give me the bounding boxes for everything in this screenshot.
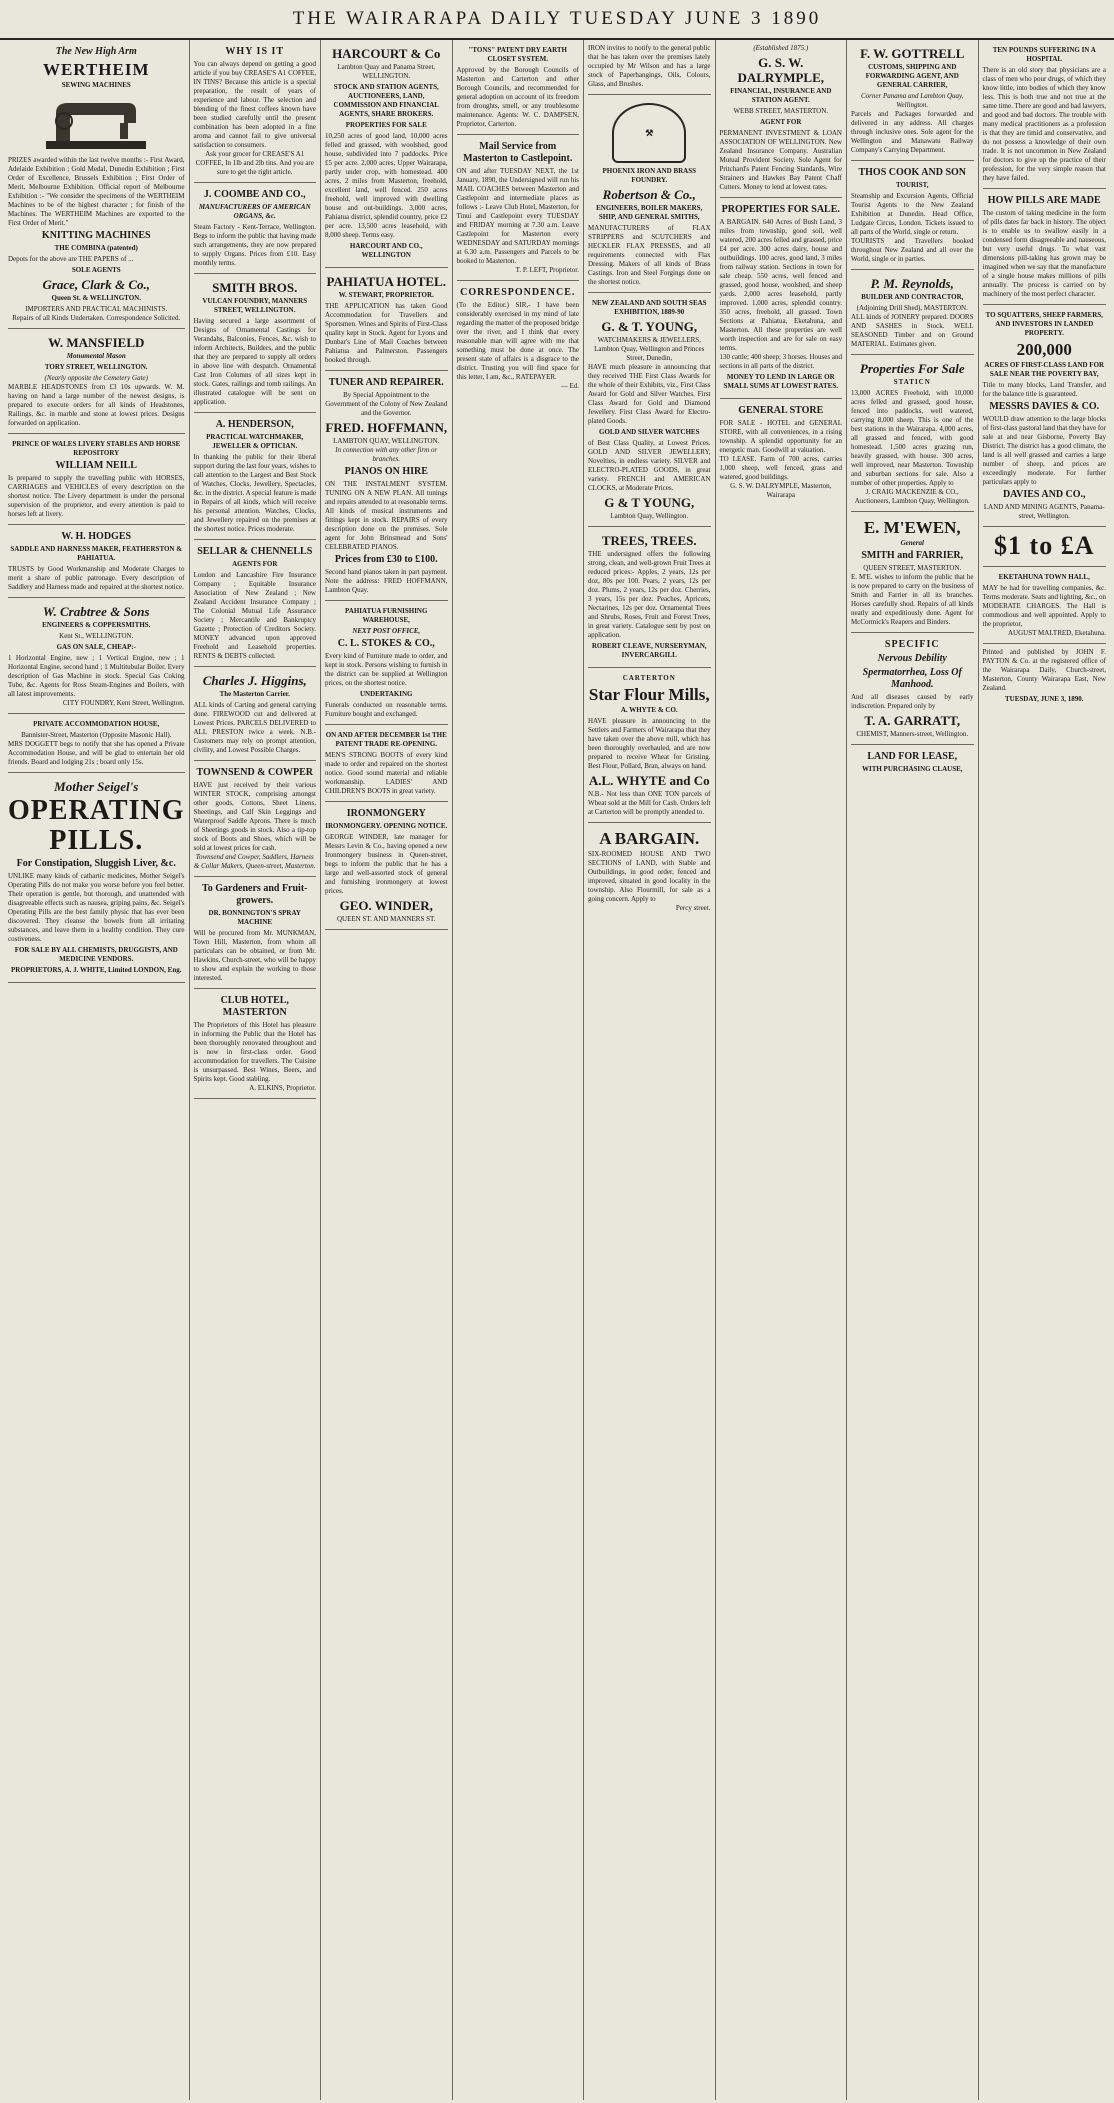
article-body: The custom of taking medicine in the form of pills dates far back in history. The object is to enable us to swallow easily in a condensed form disagreeable and nauseous, but very useful drugs. To what vast dimensions pill-taking has grown may be imagined when we say that the manufacture of a single house makes millions of pills annually. The process is carried on by machinery of the most perfect character.: [982, 209, 1106, 298]
ad-footer: Ask your grocer for CREASE'S A1 COFFEE, In 1lb and 2lb tins. And you are sure to get the right article.: [195, 150, 314, 176]
ad-thos-cook: [851, 161, 974, 270]
ad-brand: MESSRS DAVIES & CO.: [989, 401, 1100, 412]
ad-body: HAVE just received by their various WINTER STOCK, comprising amongst other goods, Cottons, Sheet Linens, Sheetings, and Calf Skin Leggings and Waterproof Saddle Aprons. There is much of Sheetings goods in stock. Also a tip-top stock of Boots and Shoes, which will be sold at lowest prices for cash.: [193, 781, 316, 852]
ad-harcourt: [325, 40, 448, 268]
ad-body: MARBLE HEADSTONES from £3 10s upwards. W. M. having on hand a large number of the newest designs, is prepared to execute orders for all kinds of Headstones, Railings, &c. in marble and stone at lowest prices. Designs forwarded on application.: [8, 383, 185, 427]
ad-properties: [720, 198, 843, 399]
ad-higgins: [194, 667, 317, 761]
ad-body: Repairs of all Kinds Undertaken. Correspondence Solicited.: [12, 314, 181, 322]
ad-subheading: THE COMBINA (patented): [54, 244, 138, 252]
ad-place: Corner Panama and Lambton Quay, Wellington.: [861, 92, 964, 109]
sewing-machine-icon: [36, 93, 156, 153]
ad-subheading: General: [900, 539, 924, 547]
column-2: [190, 40, 322, 2100]
ad-subheading: DR. BONNINGTON'S SPRAY MACHINE: [208, 909, 301, 926]
ad-brand: SMITH BROS.: [212, 280, 298, 295]
ad-subheading: SADDLE AND HARNESS MAKER, FEATHERSTON & PAHIATUA.: [10, 545, 183, 562]
ad-place: Lambton Quay and Panama Street, WELLINGTON.: [337, 63, 436, 80]
ad-heading: ON AND AFTER DECEMBER 1st THE PATENT TRADE RE-OPENING.: [325, 731, 447, 748]
ad-footer: T. P. LEFT, Proprietor.: [515, 266, 579, 274]
ad-brand: DAVIES AND CO.,: [1002, 489, 1086, 500]
ad-body: WOULD draw attention to the large blocks of first-class pastoral land that they have for sale at and near Gisborne, Poverty Bay District. The district has a good climate, the land is all well grassed and carries a large number of sheep, and prices are exceedingly moderate. For further particulars apply to: [982, 415, 1106, 486]
ad-place: Kent St., WELLINGTON.: [59, 632, 134, 640]
ad-body: TRUSTS by Good Workmanship and Moderate Charges to merit a share of public patronage. Every description of Saddlery and Harness made and repaired at the shortest notice.: [8, 565, 185, 591]
ad-hodges: [8, 525, 185, 598]
ad-body: MRS DOGGETT begs to notify that she has opened a Private Accommodation House, and will be glad to entertain her old friends. Board and lodging 21s ; board only 15s.: [8, 740, 185, 766]
ad-young: [588, 293, 711, 527]
ad-footer: PROPRIETORS, A. J. WHITE, Limited LONDON, Eng.: [11, 966, 182, 974]
ad-footer: G. S. W. DALRYMPLE, Masterton, Wairarapa: [730, 482, 832, 499]
ad-body: MEN'S STRONG BOOTS of every kind made to order and repaired on the shortest notice. Good sound material and reliable workmanship. LADIES' AND CHILDREN'S BOOTS in great variety.: [325, 751, 448, 795]
ad-heading: LAND FOR LEASE,: [867, 751, 958, 762]
imprint: [983, 644, 1107, 711]
ad-dalrymple: [720, 40, 843, 198]
column-1: [4, 40, 190, 2100]
masthead-title: THE WAIRARAPA DAILY TUESDAY JUNE 3 1890: [0, 0, 1114, 40]
column-5: [584, 40, 716, 2100]
ad-place: QUEEN STREET, MASTERTON.: [863, 564, 962, 572]
ad-brand: Charles J. Higgins,: [202, 673, 307, 688]
ad-body: E. M'E. wishes to inform the public that he is now prepared to carry on the business of Smith and Farrier in all its branches. Horses carefully shod. Repairs of all kinds neatly and expeditiously done. Agent for McCormick's Reapers and Binders.: [851, 573, 974, 626]
ad-heading: NEW ZEALAND AND SOUTH SEAS EXHIBITION, 1889-90: [591, 299, 707, 316]
ad-footer: QUEEN ST. AND MANNERS ST.: [336, 915, 436, 923]
article-body: (To the Editor.) SIR,- I have been considerably exercised in my mind of late regarding the matter of the proposed bridge over the river, and I think that every reasonable man will agree with me that something must be done at once. The present state of affairs is a disgrace to the district. Trusting you will find space for this letter, I am, &c., RATEPAYER.: [456, 301, 579, 381]
ad-heading: PRIVATE ACCOMMODATION HOUSE,: [33, 720, 160, 728]
ad-brand: A.L. WHYTE and Co: [588, 773, 710, 788]
ad-body: Depots for the above are THE PAPERS of ...: [8, 255, 134, 263]
ad-body: PRIZES awarded within the last twelve months :- First Award, Adelaide Exhibition ; Gold Medal, Dunedin Exhibition ; First Order of Excellence, Brussels Exhibition ; First Order of Merit, Melbourne Exhibition. Official report of Melbourne Exhibition :- "We consider the specimens of the WERTHEIM Machines to be of the highest character ; for finish of the Machines. The WERTHEIM Machines are exported to the First Order of Merit.": [8, 156, 185, 227]
ad-body: of Best Class Quality, at Lowest Prices. GOLD AND SILVER JEWELLERY, Novelties, in endless variety. SILVER and ELECTRO-PLATED GOODS, in great variety. FRENCH and AMERICAN CLOCKS, at Moderate Prices.: [588, 439, 711, 492]
ad-body: FOR SALE - HOTEL and GENERAL STORE, with all conveniences, in a rising township. A splendid opportunity for an energetic man. Goodwill at valuation.: [719, 419, 842, 454]
ad-body: ALL kinds of Carting and general carrying done. FIREWOOD cut and delivered at Lowest Prices. PARCELS DELIVERED to ALL PRESTON twice a week. N.B.- Customers may rely on prompt attention, civility, and Lowest Possible Charges.: [193, 701, 316, 754]
ad-wertheim: [8, 40, 185, 329]
ad-gottrell: [851, 40, 974, 161]
ad-footer: Townsend and Cowper, Saddlers, Harness & Collar Makers, Queen-street, Masterton.: [193, 853, 316, 870]
ad-place: LAND AND MINING AGENTS, Panama-street, Wellington.: [983, 503, 1105, 520]
ad-brand: F. W. GOTTRELL: [860, 46, 965, 61]
ad-brand: SELLAR & CHENNELLS: [197, 546, 313, 557]
ad-note: (Nearly opposite the Cemetery Gate): [44, 374, 148, 382]
ad-subheading: ACRES OF FIRST-CLASS LAND FOR SALE NEAR THE POVERTY BAY,: [984, 361, 1105, 378]
ad-body: ALL kinds of JOINERY prepared. DOORS AND SASHES in Stock. WELL SEASONED Timber and on Ground MATERIAL. Estimates given.: [851, 313, 974, 348]
ad-body: GEORGE WINDER, late manager for Messrs Levin & Co., having opened a new Ironmongery business in Queen-street, begs to inform the public that he has a large and well-assorted stock of general and furnishing ironmongery at lowest prices.: [325, 833, 448, 895]
ad-brand: G. & T. YOUNG,: [601, 319, 698, 334]
ad-body: Every kind of Furniture made to order, and kept in stock. Persons wishing to furnish in the district can be supplied at Wellington prices, on the shortest notice.: [325, 652, 448, 687]
ad-subheading: SOLE AGENTS: [71, 266, 121, 274]
article-body: There is an old story that physicians are a class of men who pour drugs, of which they know little, into bodies of which they know less. This is both true and not true at the same time. There are good and bad lawyers, and good and bad doctors. The trouble with many medical practitioners as a profession is that they are timid and conservative, and do not possess a knowledge of their own trade. It is not uncommon in New Zealand for doctors to give up the practice of their profession, for the very simple reason that they have failed.: [982, 66, 1106, 182]
ad-bargain: [588, 823, 711, 918]
ad-iron-notice: [588, 40, 711, 95]
ad-subheading: STOCK AND STATION AGENTS, AUCTIONEERS, LAND, COMMISSION AND FINANCIAL AGENTS, SHARE BROKERS.: [333, 83, 439, 118]
ad-crease-coffee: [194, 40, 317, 183]
ad-note: (Established 1875.): [753, 44, 809, 52]
ad-heading: IRONMONGERY: [346, 808, 426, 819]
ad-footer: ROBERT CLEAVE, NURSERYMAN, INVERCARGILL: [591, 642, 707, 659]
ad-subheading: WATCHMAKERS & JEWELLERS, Lambton Quay, Wellington and Princes Street, Dunedin,: [594, 336, 705, 362]
ad-subheading: SEWING MACHINES: [61, 81, 131, 89]
ad-townsend: [194, 761, 317, 877]
ad-footer: J. CRAIG MACKENZIE & CO., Auctioneers, Lambton Quay, Wellington.: [854, 488, 970, 505]
ad-heading: CLUB HOTEL, MASTERTON: [220, 995, 289, 1018]
ad-brand: Grace, Clark & Co.,: [42, 277, 151, 292]
ad-subheading: Nervous Debility: [877, 653, 947, 664]
ad-subheading: IRONMONGERY. OPENING NOTICE.: [325, 822, 448, 830]
ad-star-mills: [588, 668, 711, 823]
ad-place: CHEMIST, Manners-street, Wellington.: [856, 730, 969, 738]
ad-heading: MONEY TO LEND IN LARGE OR SMALL SUMS AT LOWEST RATES.: [723, 373, 838, 390]
ad-place: TORY STREET, WELLINGTON.: [44, 363, 148, 371]
ad-subheading: STATICN: [893, 378, 931, 386]
ad-stokes: [325, 601, 448, 725]
ad-garratt: [851, 633, 974, 745]
ad-mail-service: [457, 135, 580, 281]
ad-heading: GENERAL STORE: [738, 405, 824, 416]
ad-body: IMPORTERS AND PRACTICAL MACHINISTS.: [25, 305, 168, 313]
ad-subheading: AGENTS FOR: [232, 560, 278, 568]
ad-heading: Mail Service from Masterton to Castlepoint.: [463, 141, 573, 164]
ad-subheading: TOURIST,: [895, 181, 929, 189]
ad-place: Queen St. & WELLINGTON.: [51, 294, 141, 302]
ad-body: Second hand pianos taken in part payment. Note the address: FRED HOFFMANN, Lambton Quay.: [325, 568, 448, 594]
ad-spray-machine: [194, 877, 317, 989]
ad-brand: GEO. WINDER,: [339, 898, 433, 913]
ad-heading: GOLD AND SILVER WATCHES: [599, 428, 700, 436]
ad-heading: TUNER AND REPAIRER.: [328, 377, 444, 388]
ad-footer: HARCOURT AND CO., WELLINGTON: [349, 242, 423, 259]
ad-hoffmann: [325, 371, 448, 601]
ad-brand: TOWNSEND & COWPER: [196, 767, 313, 778]
ad-subheading: WITH PURCHASING CLAUSE,: [861, 765, 963, 773]
ad-robertson: [588, 95, 711, 293]
ad-land-lease: [851, 745, 974, 781]
ad-brand: W. MANSFIELD: [48, 335, 145, 350]
ad-subheading: BUILDER AND CONTRACTOR,: [861, 293, 964, 301]
ad-body: ON THE INSTALMENT SYSTEM. TUNING ON A NEW PLAN. All tunings and repairs attended to at reasonable terms. All kinds of musical instruments and fittings kept in stock. REPAIRS of every description done on the premises. Sole agent for John Brinsmead and Sons' CELEBRATED PIANOS.: [325, 480, 448, 551]
ad-brand: HARCOURT & Co: [332, 46, 441, 61]
ad-body: IRON invites to notify to the general public that he has taken over the premises lately occupied by Mr Wilson and has a large stock of Paperhangings, Oils, Colours, Glass, and Brushes.: [588, 44, 711, 88]
ad-heading: TREES, TREES.: [601, 533, 697, 548]
ad-body: Will be procured from Mr. MUNKMAN, Town Hill, Masterton, from whom all particulars can be obtained, or from Mr. Hawkins, Church-street, who will be happy to show and explain the working to those interested.: [193, 929, 316, 982]
ad-subheading: W. STEWART, PROPRIETOR.: [338, 291, 434, 299]
ad-earth-closet: [457, 40, 580, 135]
correspondence-section: [457, 281, 580, 396]
ad-subheading: MANUFACTURERS OF AMERICAN ORGANS, &c.: [198, 203, 311, 220]
ad-livery: [8, 434, 185, 525]
ad-mewen: [851, 512, 974, 633]
ad-brand: FRED. HOFFMANN,: [325, 420, 448, 435]
ad-body: London and Lancashire Fire Insurance Company ; Equitable Insurance Association of New Zealand ; New Zealand Accident Insurance Company ; The Colonial Mutual Life Assurance Society ; Mercantile and Bankruptcy Gazette ; Protection of Creditors Society. MONEY advanced upon approved Freehold and Leasehold properties. RENTS & DEBTS collected.: [193, 571, 316, 660]
ad-pahiatua-hotel: [325, 268, 448, 371]
ad-subheading: VULCAN FOUNDRY, MANNERS STREET, WELLINGTON.: [202, 297, 308, 314]
ad-subheading: NEXT POST OFFICE,: [352, 627, 421, 635]
ad-body: Is prepared to supply the travelling public with HORSES, CARRIAGES and VEHICLES of every description on the shortest notice. The Livery department is under the personal supervision of the proprietor, and every attention is paid to horses left at livery.: [8, 474, 185, 518]
ad-coombe: [194, 183, 317, 274]
ad-body: THE undersigned offers the following strong, clean, and well-grown Fruit Trees at reduced prices:- Apples, 2 years, 12s per doz, 80s per 100. Pears, 2 years, 12s per doz. Plums, 2 years, 12s per doz. Cherries, 3 years, 15s per doz. Peaches, Apricots, Nectarines, 12s per doz. Ornamental Trees and Shrubs, Roses, Fruit and Forest Trees, in great variety. Catalogue sent by post on application.: [588, 550, 711, 639]
ad-subheading: A. WHYTE & CO.: [620, 706, 678, 714]
ad-subheading: AGENT FOR: [760, 118, 802, 126]
ad-subheading: UNDERTAKING: [359, 690, 413, 698]
ad-body: THE APPLICATION has taken Good Accommodation for Travellers and Sportsmen. Wines and Spirits of First-Class quality kept in Stock. Agent for Lyons and Dunbar's Line of Mail Coaches between Pahiatua and Palmerston. Passengers booked through.: [325, 302, 448, 364]
ad-body: 13,000 ACRES Freehold, with 10,000 acres felled and grassed, good house, fenced into paddocks, well watered, carrying 8,000 sheep. This is one of the best stations in the Wairarapa. 4,000 acres, all grassed and fenced, with good homestead. 1,500 acres grazing run, heavily grassed, with house. 300 acres, well improved, near Masterton. Township and suburban sections for sale. Also a number of other properties. Apply to: [851, 389, 974, 487]
ad-heading: EKETAHUNA TOWN HALL,: [998, 573, 1090, 581]
ad-body: In connection with any other firm or branches.: [335, 446, 438, 463]
ad-heading: The New High Arm: [55, 46, 137, 57]
ad-big-heading: OPERATING PILLS.: [8, 795, 185, 856]
ad-subheading: For Constipation, Sluggish Liver, &c.: [16, 858, 176, 869]
ad-body: 130 cattle; 400 sheep; 3 horses. Houses and sections in all parts of the district.: [719, 353, 842, 370]
ad-body: MANUFACTURERS of FLAX STRIPPERS and SCUTCHERS and HECKLER FLAX PRESSES, and all requirements connected with Flax Dressing. Makers of all kinds of Brass Castings. Iron and Steel Forgings done on the shortest notice.: [588, 224, 711, 286]
ad-general-store: [720, 399, 843, 505]
ad-seigel: [8, 773, 185, 983]
ad-body: A BARGAIN. 640 Acres of Bush Land, 3 miles from township, good soil, well watered, 200 acres felled and grassed, price £4 per acre. 300 acres dairy, house and outbuildings. 100 acres, good land, 3 miles from railway station. Sections in town for sale cheap. 550 acres, well fenced and grassed, good house, woolshed, and sheep yards. 2,000 acres leasehold, partly improved. 1,000 acres, splendid country. 350 acres, freehold, all grassed. Town Sections at Pahiatua, Eketahuna, and Masterton. All these properties are well worth inspection and are for sale on easy terms.: [719, 218, 842, 352]
ad-smith-bros: [194, 274, 317, 413]
ad-winder: [325, 802, 448, 930]
ad-brand: W. Crabtree & Sons: [42, 604, 150, 619]
ad-heading: GAS ON SALE, CHEAP:-: [56, 643, 136, 651]
column-8: [979, 40, 1111, 2100]
ad-subheading: Spermatorrhea, Loss Of Manhood.: [862, 667, 962, 690]
ad-body: Steamship and Excursion Agents, Official Tourist Agents to the New Zealand Exhibition at Dunedin. Head Office, Ludgate Circus, London. Tickets issued to all parts of the World, single or return.: [851, 192, 974, 236]
ad-brand: W. H. HODGES: [61, 531, 132, 542]
ad-brand: Robertson & Co.,: [602, 187, 696, 202]
ad-trees: [588, 527, 711, 668]
ad-subheading: Monumental Mason: [66, 352, 126, 360]
ad-body: 1 Horizontal Engine, new ; 1 Vertical Engine, new ; 1 Horizontal Engine, second hand ; 1 Multitubular Boiler. Every description of Gas Machine in stock. Special Gas Coking Tube, &c. Agents for Ross Steam-Engines and Boilers, with all latest improvements.: [8, 654, 185, 698]
ad-heading: PROPERTIES FOR SALE.: [721, 204, 840, 215]
ad-place: Lambton Quay, Wellington.: [610, 512, 689, 520]
ad-footer: Percy street.: [675, 904, 711, 912]
section-heading: CORRESPONDENCE.: [460, 287, 576, 298]
ad-brand: P. M. Reynolds,: [870, 276, 954, 291]
ad-brand: WERTHEIM: [42, 60, 150, 79]
ad-crabtree: [8, 598, 185, 714]
column-6: [716, 40, 848, 2100]
ad-body: And all diseases caused by early indiscretion. Prepared only by: [851, 693, 974, 710]
column-4: [453, 40, 585, 2100]
ad-brand: C. L. STOKES & CO.,: [337, 638, 435, 649]
ad-heading: PROPERTIES FOR SALE: [345, 121, 427, 129]
column-7: [847, 40, 979, 2100]
ad-brand: Mother Seigel's: [54, 779, 139, 794]
ad-brand: G. S. W. DALRYMPLE,: [737, 55, 825, 85]
ad-heading: PRINCE OF WALES LIVERY STABLES AND HORSE REPOSITORY: [12, 440, 181, 457]
article-heading: TEN POUNDS SUFFERING IN A HOSPITAL: [992, 46, 1096, 63]
ad-town-hall: [983, 567, 1107, 644]
ad-footer: AUGUST MALTRED, Eketahuna.: [1008, 629, 1106, 637]
ad-body: N.B.- Not less than ONE TON parcels of Wheat sold at the Mill for Cash. Orders left at Carterton will be promptly attended to.: [588, 790, 711, 816]
ad-henderson: [194, 413, 317, 540]
ad-body: Steam Factory - Kent-Terrace, Wellington. Begs to inform the public that having made such arrangements, they are now prepared to supply Organs. Prices from £10. Easy monthly terms.: [193, 223, 316, 267]
ad-heading: To Gardeners and Fruit-growers.: [202, 883, 308, 906]
ad-subheading: ENGINEERS, BOILER MAKERS, SHIP, AND GENERAL SMITHS,: [596, 204, 703, 221]
ad-big-number: 200,000: [1016, 340, 1072, 359]
ad-body: SIX-ROOMED HOUSE AND TWO SECTIONS of LAND, with Stable and Outbuildings, in good order, fenced and improved, situated in good locality in the township. Also Flourmill, for sale as a going concern. Apply to: [588, 850, 711, 903]
ad-body: 10,250 acres of good land, 10,000 acres felled and grassed, with woolshed, good house, subdivided into 7 paddocks. Price £5 per acre. 2,000 acres, Upper Wairarapa, partly under crop, with homestead. 400 acres, 2 miles from Masterton, freehold, excellent land, well fenced. 250 acres freehold, well improved with dwelling house and out-buildings. 3,000 acres, Pahiatua district, splendid country, price £2 per acre. 13,500 acres leasehold, with 8,000 sheep. Terms easy.: [325, 132, 448, 239]
column-3: [321, 40, 453, 2100]
ad-body: Funerals conducted on reasonable terms. Furniture bought and exchanged.: [325, 701, 448, 718]
foundry-emblem-icon: ⚒: [612, 103, 686, 163]
ad-body: HAVE much pleasure in announcing that they received THE First Class Awards for the whole of their Exhibits, viz., First Class Award for Gold and Silver Watches. First Class Award for Gold and Diamond Jewellery. First Class Award for Electro-plated Goods.: [588, 363, 711, 425]
ad-body: UNLIKE many kinds of cathartic medicines, Mother Seigel's Operating Pills do not make you worse before you feel better. Their operation is gentle, but thorough, and unattended with disagreeable effects such as nausea, griping pains, &c. Seigel's Operating Pills are the best family physic that has ever been discovered. They cleanse the bowels from all irritating substances, and leave them in a healthy condition. They cure costiveness.: [8, 872, 185, 943]
ad-heading: WHY IS IT: [225, 46, 285, 57]
ad-footer: CITY FOUNDRY, Kent Street, Wellington.: [62, 699, 185, 707]
article-hospital: [983, 40, 1107, 189]
ad-body: MAY be had for travelling companies, &c. Terms moderate. Seats and lighting, &c., on MODERATE CHARGES. The Hall is commodious and well appointed. Apply to the proprietor,: [982, 584, 1106, 628]
ad-heading: KNITTING MACHINES: [41, 230, 151, 241]
imprint-text: Printed and published by JOHN F. PAYTON & Co. at the registered office of the Wairarapa Daily, Church-street, Masterton, County Wairarapa East, New Zealand.: [982, 648, 1106, 692]
ad-body: You can always depend on getting a good article if you buy CREASE'S A1 COFFEE, IN TINS? Because this article is a special preparation, the result of years of experience and labour. The selection and blending of the finest coffees known have been studied carefully until the present combination has been adopted in a fine aroma and cannot fail to give universal satisfaction to consumers.: [193, 60, 316, 149]
ad-place: WEBB STREET, MASTERTON.: [733, 107, 829, 115]
article-footer: — Ed.: [560, 382, 579, 390]
ad-brand: J. COOMBE AND CO.,: [203, 189, 306, 200]
ad-place: LAMBTON QUAY, WELLINGTON.: [333, 437, 440, 445]
ad-body: In thanking the public for their liberal support during the last four years, wishes to call attention to the Largest and Best Stock of Watches, Clocks, Jewellery, Spectacles, &c. in the district. A special feature is made in Repairs of all kinds, which will receive his personal attention. Watches, Clocks, and Jewellery repaired on the premises at the shortest notice. Prices moderate.: [193, 453, 316, 533]
ad-footer: A. ELKINS, Proprietor.: [249, 1084, 316, 1092]
ad-body: HAVE pleasure in announcing to the Settlers and Farmers of Wairarapa that they have taken over the above mill, which has been thoroughly overhauled, and are now prepared to receive Wheat for Gristing. Best Flour, Pollard, Bran, always on hand.: [588, 717, 711, 770]
ad-brand: G & T YOUNG,: [604, 495, 695, 510]
ad-heading: SPECIFIC: [884, 639, 940, 650]
ad-mansfield: [8, 329, 185, 434]
ad-body: Parcels and Packages forwarded and delivered in any address. All charges through inclusive ones. Sole agent for the Wellington and Manawatu Railway Company's Carrying Department.: [851, 110, 974, 154]
ad-station-properties: [851, 355, 974, 512]
ad-body: TOURISTS and Travellers booked throughout New Zealand and all over the World, single or in parties.: [851, 237, 974, 263]
imprint-date: TUESDAY, JUNE 3, 1890.: [1005, 695, 1084, 703]
ad-davies: [983, 305, 1107, 527]
article-heading: HOW PILLS ARE MADE: [987, 195, 1101, 206]
ad-dollars: [983, 527, 1107, 567]
ad-heading: A BARGAIN.: [599, 829, 700, 848]
ad-footer: FOR SALE BY ALL CHEMISTS, DRUGGISTS, AND MEDICINE VENDORS.: [14, 946, 178, 963]
ad-brand: T. A. GARRATT,: [864, 713, 961, 728]
ad-subheading: CUSTOMS, SHIPPING AND FORWARDING AGENT, AND GENERAL CARRIER,: [865, 63, 959, 89]
ad-brand: A. HENDERSON,: [215, 419, 294, 430]
ad-brand: E. M'EWEN,: [863, 518, 961, 537]
ad-reynolds: [851, 270, 974, 355]
ad-subheading: SMITH and FARRIER,: [861, 550, 964, 561]
ad-subheading: The Masterton Carrier.: [219, 690, 290, 698]
ad-heading: CARTERTON: [622, 674, 676, 682]
article-pills: [983, 189, 1107, 305]
ad-body: Title to many blocks, Land Transfer, and for the balance title is guaranteed.: [982, 381, 1106, 398]
ad-place: (Adjoining Drill Shed), MASTERTON.: [856, 304, 968, 312]
ad-body: ON and after TUESDAY NEXT, the 1st January, 1890, the Undersigned will run his MAIL COACHES between Masterton and Castlepoint and intermediate places as follows :- Leave Club Hotel, Masterton, for Tinui and Castlepoint every TUESDAY and FRIDAY morning at 7.30 a.m. Leave Castlepoint for Masterton every WEDNESDAY and SATURDAY mornings at 6.30 a.m. Passengers and Parcels to be booked to Masterton.: [456, 167, 579, 265]
ad-body: By Special Appointment to the Government of the Colony of New Zealand and the Governor.: [325, 391, 448, 417]
ad-club-hotel: [194, 989, 317, 1099]
ad-heading: PIANOS ON HIRE: [344, 466, 428, 477]
ad-sellar: [194, 540, 317, 667]
newspaper-columns: [4, 40, 1110, 2100]
ad-heading: Properties For Sale: [859, 361, 965, 376]
ad-body: PERMANENT INVESTMENT & LOAN ASSOCIATION OF WELLINGTON. New Zealand Insurance Company. Australian Mutual Provident Society. Sole Agent for Pritchard's Patent Fencing Standards, Wire Strainers and Hawkes Bay Patent Chaff Cutters. Money to lend at lowest rates.: [719, 129, 842, 191]
ad-body: Having secured a large assortment of Designs of Ornamental Castings for Verandahs, Balconies, Fences, &c. wish to inform Architects, Builders, and the public that they are prepared to supply all orders in above line with despatch. Ornamental Cast Iron Columns of all sizes kept in stock. Gates, railings and tomb railings. An illustrated catalogue will be sent on application.: [193, 317, 316, 406]
ad-body: Approved by the Borough Councils of Masterton and Carterton and other Borough Councils, and recommended for general adoption on account of its freedom from droughts, smell, or any troublesome maintenance. Agents: W. C. DAMPSEN, Proprietor, Carterton.: [456, 66, 579, 128]
ad-heading: Prices from £30 to £100.: [334, 554, 438, 565]
ad-brand: PAHIATUA HOTEL.: [326, 274, 446, 289]
ad-private-house: [8, 714, 185, 773]
ad-body: TO LEASE. Farm of 700 acres, carries 1,000 sheep, well fenced, grass and watered, good buildings.: [719, 455, 842, 481]
ad-brand: THOS COOK AND SON: [858, 167, 967, 178]
ad-subheading: ENGINEERS & COPPERSMITHS.: [42, 621, 151, 629]
ad-big-heading: $1 to £A: [994, 531, 1095, 560]
ad-heading: TO SQUATTERS, SHEEP FARMERS, AND INVESTORS IN LANDED PROPERTY.: [985, 311, 1103, 337]
ad-brand: Star Flour Mills,: [588, 685, 710, 704]
ad-subheading: Bannister-Street, Masterton (Opposite Masonic Hall).: [21, 731, 172, 739]
ad-brand: WILLIAM NEILL: [55, 460, 137, 471]
ad-heading: PHOENIX IRON AND BRASS FOUNDRY.: [602, 167, 697, 184]
ad-heading: "TONS" PATENT DRY EARTH CLOSET SYSTEM.: [468, 46, 567, 63]
ad-subheading: PRACTICAL WATCHMAKER, JEWELLER & OPTICIAN.: [206, 433, 304, 450]
ad-subheading: FINANCIAL, INSURANCE AND STATION AGENT.: [730, 87, 832, 104]
ad-body: The Proprietors of this Hotel has pleasure in informing the Public that the Hotel has been thoroughly renovated throughout and is now in first-class order. Good accommodation for travellers. The Cuisine is unsurpassed. Best Wines, Beers, and Spirits kept. Good stabling.: [193, 1021, 316, 1083]
ad-heading: PAHIATUA FURNISHING WAREHOUSE,: [345, 607, 428, 624]
ad-boots: [325, 725, 448, 802]
